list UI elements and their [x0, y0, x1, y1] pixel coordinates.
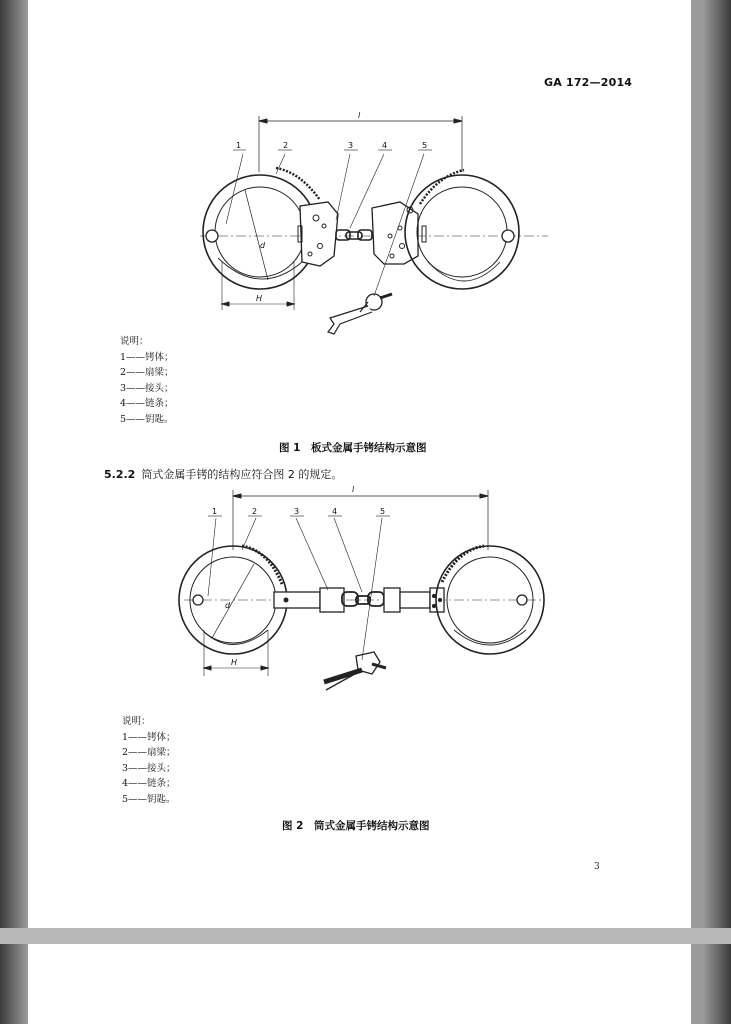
figure-2-dim-d: d	[225, 601, 231, 610]
figure-2-dim-h: H	[231, 658, 238, 667]
figure-2-caption: 图 2 筒式金属手铐结构示意图	[282, 820, 430, 832]
legend-item: 5——钥匙。	[120, 413, 174, 425]
figure-1-caption: 图 1 板式金属手铐结构示意图	[279, 442, 427, 454]
document-page	[28, 0, 691, 928]
legend-item: 5——钥匙。	[122, 793, 176, 805]
figure-2-dim-l: l	[352, 485, 355, 494]
next-page	[28, 944, 691, 1024]
legend-item: 3——接头；	[122, 762, 176, 774]
page-number: 3	[594, 862, 600, 872]
legend-item: 2——扇梁；	[120, 367, 174, 378]
page-separator	[0, 928, 731, 944]
figure-2-callout: 2	[252, 507, 258, 516]
figure-2-legend	[122, 714, 176, 807]
section-number: 5.2.2	[104, 468, 136, 481]
legend-item: 4——链条；	[122, 778, 176, 789]
section-text: 筒式金属手铐的结构应符合图 2 的规定。	[141, 468, 343, 481]
legend-title: 说明：	[122, 716, 151, 727]
figure-1-dim-l: l	[358, 111, 361, 120]
legend-title: 说明：	[120, 336, 149, 347]
legend-item: 1——铐体；	[120, 351, 174, 363]
figure-2-callout: 1	[212, 507, 218, 516]
figure-2-callout: 3	[294, 507, 300, 516]
legend-item: 3——接头；	[120, 382, 174, 394]
figure-1-diagram	[28, 0, 691, 340]
figure-1-legend	[120, 334, 174, 427]
figure-1-callout: 2	[283, 141, 289, 150]
figure-1-callout: 5	[422, 141, 428, 150]
figure-1-callout: 1	[236, 141, 242, 150]
figure-2-callout: 5	[380, 507, 386, 516]
legend-item: 4——链条；	[120, 398, 174, 409]
legend-item: 1——铐体；	[122, 731, 176, 743]
figure-2-diagram	[28, 480, 691, 720]
figure-1-callout: 3	[348, 141, 354, 150]
standard-code: GA 172—2014	[544, 76, 633, 89]
figure-1-callout: 4	[382, 141, 388, 150]
legend-item: 2——扇梁；	[122, 747, 176, 758]
figure-2-callout: 4	[332, 507, 338, 516]
figure-1-dim-h: H	[256, 294, 263, 303]
figure-1-dim-d: d	[260, 241, 266, 250]
